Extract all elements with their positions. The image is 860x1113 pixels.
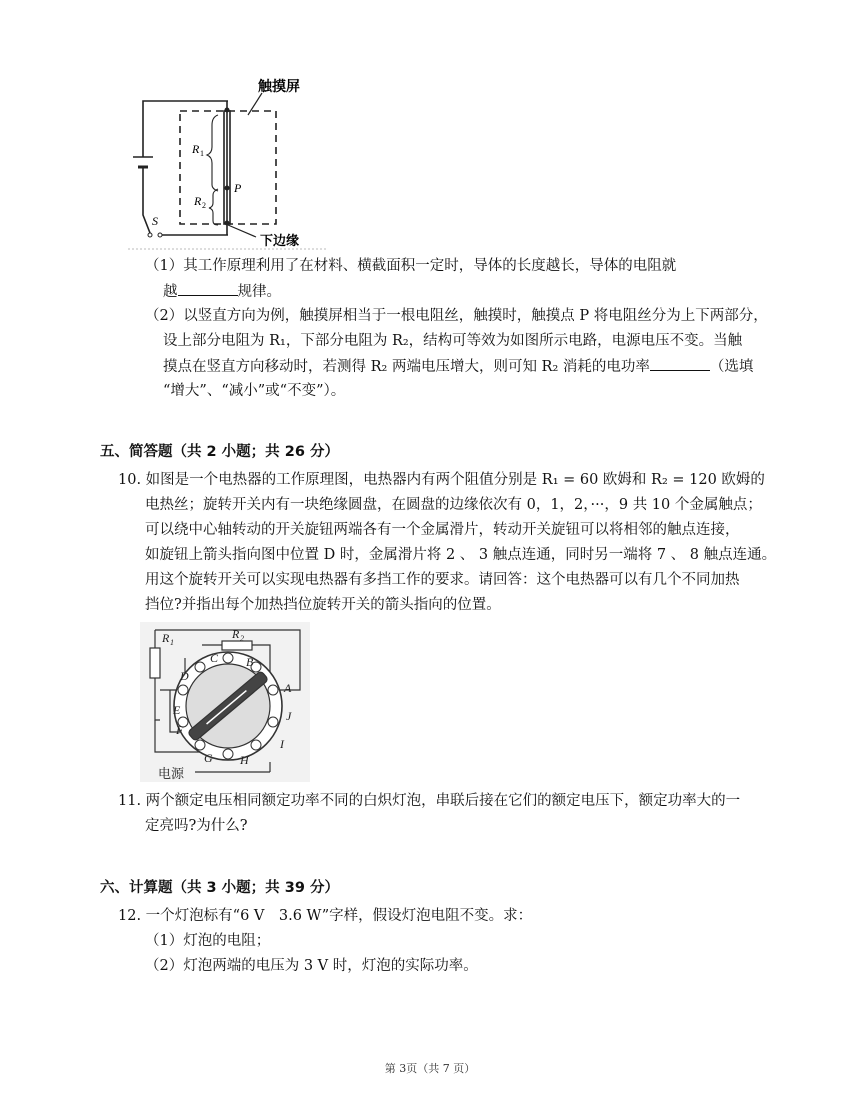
q10-line5: 用这个旋转开关可以实现电热器有多挡工作的要求。请回答：这个电热器可以有几个不同加热 xyxy=(145,572,740,588)
section-6-title: 六、计算题（共 3 小题；共 39 分） xyxy=(100,880,339,896)
q10-line2: 电热丝；旋转开关内有一块绝缘圆盘，在圆盘的边缘依次有 0，1，2，···，9 共 10 个金属触点； xyxy=(145,497,762,513)
q9-part1-post: 规律。 xyxy=(237,284,281,300)
power-source-label: 电源 xyxy=(158,766,185,781)
q10-line3: 可以绕中心轴转动的开关旋钮两端各有一个金属滑片，转动开关旋钮可以将相邻的触点连接， xyxy=(145,522,740,538)
q11-line2: 定亮吗?为什么? xyxy=(145,818,248,834)
answer-blank-2[interactable] xyxy=(650,356,710,371)
fig2-r2-subscript: 2 xyxy=(240,634,244,643)
position-g: G xyxy=(204,751,213,765)
answer-blank-1[interactable] xyxy=(178,281,238,296)
touchscreen-circuit-figure xyxy=(128,75,328,250)
q9-part2-line2: 设上部分电阻为 R₁，下部分电阻为 R₂，结构可等效为如图所示电路，电源电压不变。当触 xyxy=(163,333,743,349)
r2-label: R xyxy=(194,194,202,208)
q12-part1: （1）灯泡的电阻； xyxy=(145,933,271,949)
position-e: E xyxy=(173,703,181,717)
position-h: H xyxy=(240,753,249,767)
fig2-r1-subscript: 1 xyxy=(170,638,174,647)
q9-part2-line3 xyxy=(163,356,753,377)
position-d: D xyxy=(180,669,189,683)
r1-label: R xyxy=(192,142,200,156)
q10-line6: 挡位?并指出每个加热挡位旋转开关的箭头指向的位置。 xyxy=(145,597,501,613)
q9-part1-line1: （1）其工作原理利用了在材料、横截面积一定时，导体的长度越长，导体的电阻就 xyxy=(145,258,677,274)
r1-subscript: 1 xyxy=(200,149,204,158)
q9-part2-post: （选填 xyxy=(709,359,754,375)
bottom-edge-label: 下边缘 xyxy=(260,233,300,248)
q12-part2: （2）灯泡两端的电压为 3 V 时，灯泡的实际功率。 xyxy=(145,958,478,974)
q9-part2-line4: “增大”、“减小”或“不变”）。 xyxy=(163,383,346,399)
fig2-r1-label: R xyxy=(162,631,170,645)
page-footer: 第 3页（共 7 页） xyxy=(384,1062,476,1075)
q9-part2-pre: 摸点在竖直方向移动时，若测得 R₂ 两端电压增大，则可知 R₂ 消耗的电功率 xyxy=(163,359,650,375)
q10-line1: 10. 如图是一个电热器的工作原理图，电热器内有两个阻值分别是 R₁ = 60 欧姆和 R₂ = 120 欧姆的 xyxy=(118,472,765,488)
q9-part2-line1: （2）以竖直方向为例，触摸屏相当于一根电阻丝，触摸时，触摸点 P 将电阻丝分为上下两部分， xyxy=(145,308,768,324)
q11-line1: 11. 两个额定电压相同额定功率不同的白炽灯泡，串联后接在它们的额定电压下，额定功率大的一 xyxy=(118,793,741,809)
position-f: F xyxy=(176,723,184,737)
q9-part1-line2 xyxy=(163,281,281,302)
fig2-r2-label: R xyxy=(232,627,240,641)
switch-label: S xyxy=(152,214,158,228)
q10-line4: 如旋钮上箭头指向图中位置 D 时，金属滑片将 2 、 3 触点连通，同时另一端将 7 、 8 触点连通。 xyxy=(145,547,777,563)
touchscreen-label: 触摸屏 xyxy=(258,80,300,95)
position-a: A xyxy=(284,681,292,695)
q9-part1-pre: 越 xyxy=(163,284,178,300)
p-label: P xyxy=(234,181,242,195)
position-c: C xyxy=(210,651,219,665)
rotary-switch-figure xyxy=(140,622,310,782)
position-b: B xyxy=(246,655,254,669)
section-5-title: 五、简答题（共 2 小题；共 26 分） xyxy=(100,444,339,460)
q12-line1: 12. 一个灯泡标有“6 V 3.6 W”字样，假设灯泡电阻不变。求： xyxy=(118,908,533,924)
r2-subscript: 2 xyxy=(202,201,206,210)
position-i: I xyxy=(280,737,284,751)
position-j: J xyxy=(286,709,292,723)
